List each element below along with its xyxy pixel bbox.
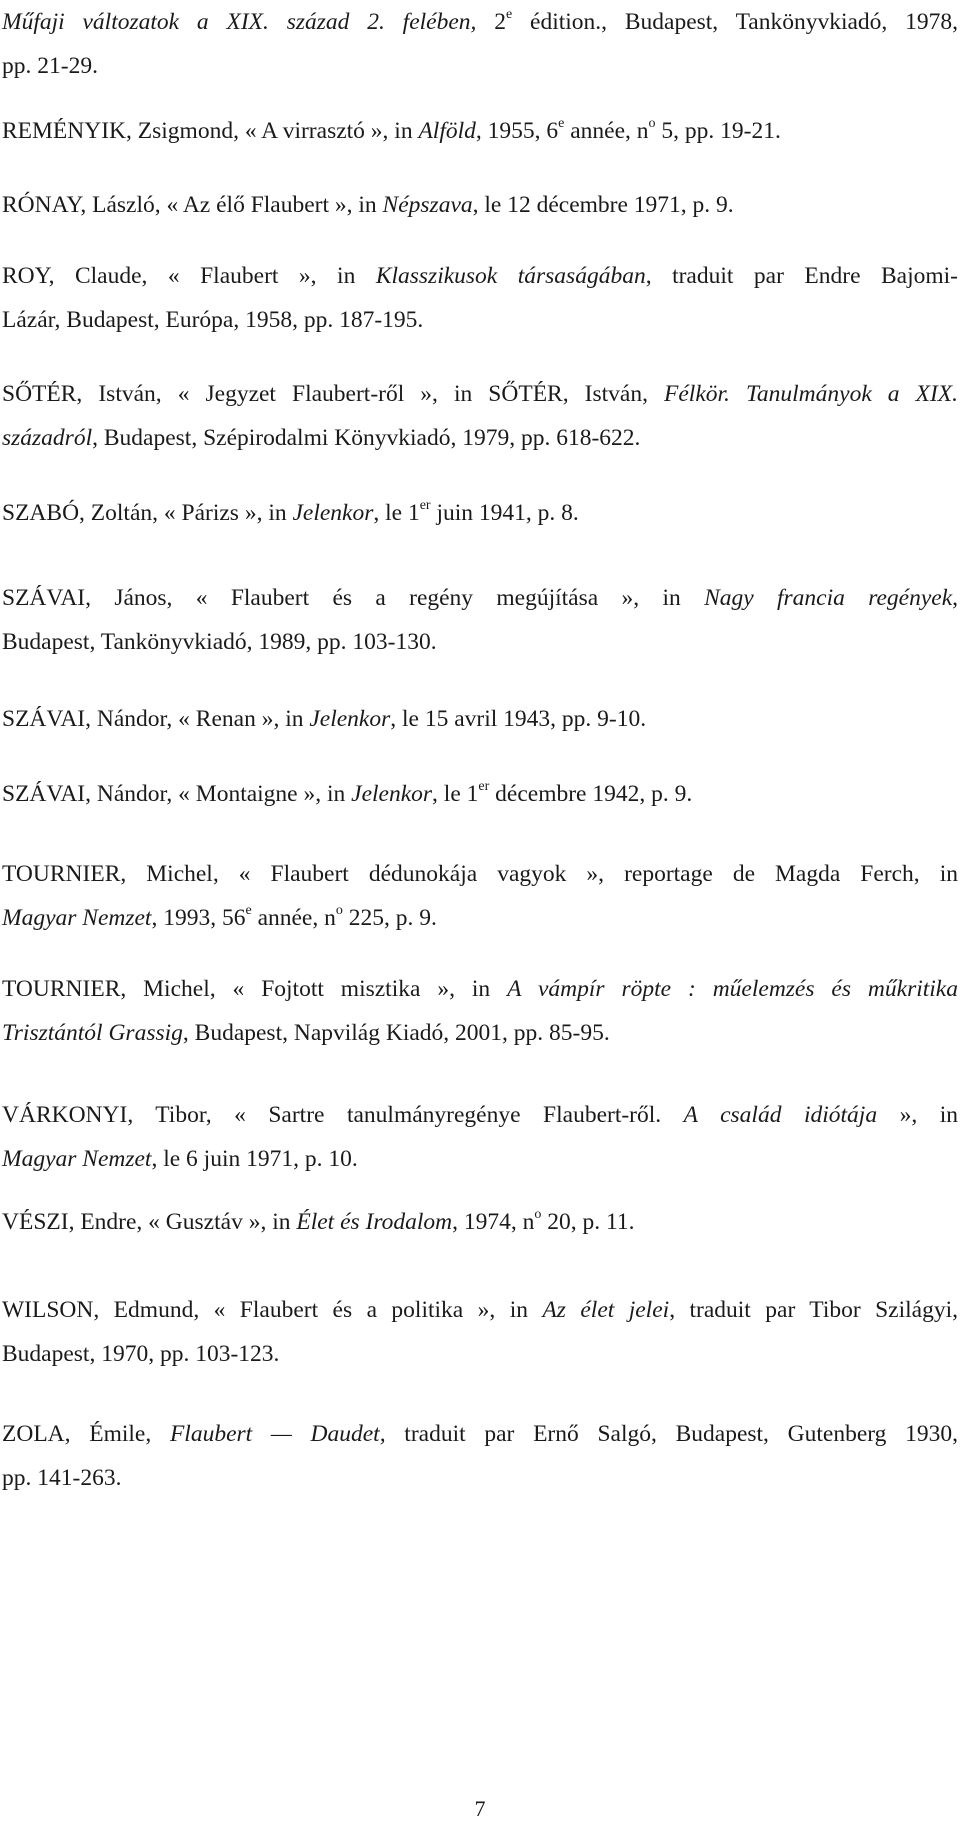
entry-line xyxy=(2,1288,958,1332)
entry-text: SZÁVAI, János, « Flaubert és a regény megújítása », in xyxy=(2,585,705,611)
entry-line xyxy=(2,1011,958,1055)
entry-text: ROY, Claude, « Flaubert », in xyxy=(2,263,376,289)
page-number: 7 xyxy=(474,1796,486,1821)
italic-title: Félkör. Tanulmányok a XIX. xyxy=(664,381,959,407)
entry-text: année, n xyxy=(251,905,336,931)
superscript: e xyxy=(505,7,513,23)
entry-text: TOURNIER, Michel, « Fojtott misztika », in xyxy=(2,976,508,1002)
bibliography-entry xyxy=(2,109,958,153)
entry-text: SZÁVAI, Nándor, « Montaigne », in xyxy=(2,781,352,807)
entry-text: ZOLA, Émile, xyxy=(2,1421,170,1447)
entry-line xyxy=(2,1093,958,1137)
superscript: o xyxy=(648,116,656,132)
entry-text: », in xyxy=(877,1102,959,1128)
entry-text: pp. 141-263. xyxy=(2,1465,122,1491)
entry-line xyxy=(2,620,958,664)
entry-line xyxy=(2,1137,958,1181)
italic-title: Klasszikusok társaságában xyxy=(375,263,646,289)
italic-title: századról xyxy=(2,425,93,451)
entry-text: , Budapest, Napvilág Kiadó, 2001, pp. 85-95. xyxy=(182,1020,610,1046)
entry-text: , le 6 juin 1971, p. 10. xyxy=(151,1146,358,1172)
entry-text: , Budapest, Szépirodalmi Könyvkiadó, 1979, pp. 618-622. xyxy=(92,425,641,451)
entry-text: 2 xyxy=(476,9,506,35)
entry-line xyxy=(2,576,958,620)
entry-text: , traduit par Tibor Szilágyi, xyxy=(669,1297,959,1323)
italic-title: Jelenkor xyxy=(309,706,391,732)
entry-line xyxy=(2,254,958,298)
italic-title: Nagy francia regények xyxy=(704,585,953,611)
italic-title: Jelenkor xyxy=(292,500,374,526)
bibliography-entry xyxy=(2,576,958,664)
italic-title: Alföld xyxy=(418,118,476,144)
entry-text: juin 1941, p. 8. xyxy=(430,500,579,526)
italic-title: Jelenkor xyxy=(351,781,433,807)
entry-line xyxy=(2,44,958,88)
bibliography-entry xyxy=(2,852,958,940)
superscript: er xyxy=(478,779,490,795)
entry-text: , xyxy=(952,585,958,611)
italic-title: Trisztántól Grassig xyxy=(2,1020,183,1046)
entry-text: 5, pp. 19-21. xyxy=(655,118,781,144)
entry-line xyxy=(2,772,958,816)
entry-text: , traduit par Endre Bajomi- xyxy=(645,263,959,289)
superscript: e xyxy=(558,116,565,132)
entry-text: , 1955, 6 xyxy=(475,118,559,144)
entry-line xyxy=(2,896,958,940)
entry-text: édition., Budapest, Tankönyvkiadó, 1978, xyxy=(512,9,959,35)
entry-line xyxy=(2,852,958,896)
entry-text: , le 1 xyxy=(432,781,479,807)
bibliography-entry xyxy=(2,967,958,1055)
entry-text: VÁRKONYI, Tibor, « Sartre tanulmányregénye Flaubert-ről. xyxy=(2,1102,684,1128)
bibliography-entry xyxy=(2,183,958,227)
entry-line xyxy=(2,1412,958,1456)
italic-title: Flaubert — Daudet, xyxy=(169,1421,386,1447)
entry-line xyxy=(2,416,958,460)
entry-text: année, n xyxy=(564,118,649,144)
entry-text: Budapest, 1970, pp. 103-123. xyxy=(2,1341,280,1367)
entry-line xyxy=(2,1332,958,1376)
entry-text: Lázár, Budapest, Európa, 1958, pp. 187-195. xyxy=(2,307,424,333)
bibliography-entry xyxy=(2,1093,958,1181)
entry-text: décembre 1942, p. 9. xyxy=(489,781,693,807)
italic-title: Magyar Nemzet xyxy=(2,905,152,931)
superscript: o xyxy=(534,1207,542,1223)
entry-line xyxy=(2,697,958,741)
bibliography-entry xyxy=(2,372,958,460)
entry-text: Budapest, Tankönyvkiadó, 1989, pp. 103-130. xyxy=(2,629,437,655)
bibliography-entry xyxy=(2,491,958,535)
italic-title: A család idiótája xyxy=(683,1102,878,1128)
entry-text: SZÁVAI, Nándor, « Renan », in xyxy=(2,706,310,732)
italic-title: Az élet jelei xyxy=(542,1297,670,1323)
entry-line xyxy=(2,298,958,342)
entry-text: TOURNIER, Michel, « Flaubert dédunokája vagyok », reportage de Magda Ferch, in xyxy=(2,861,958,887)
entry-text: WILSON, Edmund, « Flaubert és a politika », in xyxy=(2,1297,543,1323)
entry-line xyxy=(2,1456,958,1500)
entry-text: VÉSZI, Endre, « Gusztáv », in xyxy=(2,1209,297,1235)
entry-text: SZABÓ, Zoltán, « Párizs », in xyxy=(2,500,293,526)
bibliography-entry xyxy=(2,0,958,88)
bibliography-entry xyxy=(2,254,958,342)
entry-text: pp. 21-29. xyxy=(2,53,98,79)
entry-line xyxy=(2,109,958,153)
superscript: e xyxy=(245,903,252,919)
entry-text: SŐTÉR, István, « Jegyzet Flaubert-ről », in SŐTÉR, István, xyxy=(2,381,665,407)
entry-text: traduit par Ernő Salgó, Budapest, Gutenberg 1930, xyxy=(385,1421,958,1447)
bibliography-entry xyxy=(2,1288,958,1376)
entry-line xyxy=(2,1200,958,1244)
entry-text: 20, p. 11. xyxy=(541,1209,635,1235)
entry-line xyxy=(2,183,958,227)
entry-line xyxy=(2,491,958,535)
entry-text: , le 1 xyxy=(373,500,420,526)
italic-title: Magyar Nemzet xyxy=(2,1146,152,1172)
italic-title: Műfaji változatok a XIX. század 2. felében, xyxy=(2,9,477,35)
entry-text: 225, p. 9. xyxy=(342,905,437,931)
bibliography-entry xyxy=(2,1200,958,1244)
entry-line xyxy=(2,967,958,1011)
entry-text: , 1974, n xyxy=(452,1209,535,1235)
italic-title: Népszava xyxy=(382,192,473,218)
entry-line xyxy=(2,0,958,44)
bibliography-entry xyxy=(2,697,958,741)
bibliography-entry xyxy=(2,772,958,816)
entry-text: REMÉNYIK, Zsigmond, « A virrasztó », in xyxy=(2,118,419,144)
entry-text: RÓNAY, László, « Az élő Flaubert », in xyxy=(2,192,383,218)
superscript: er xyxy=(419,498,431,514)
italic-title: Élet és Irodalom xyxy=(296,1209,453,1235)
entry-line xyxy=(2,372,958,416)
bibliography-entry xyxy=(2,1412,958,1500)
italic-title: A vámpír röpte : műelemzés és műkritika xyxy=(507,976,958,1002)
entry-text: , 1993, 56 xyxy=(151,905,246,931)
entry-text: , le 12 décembre 1971, p. 9. xyxy=(472,192,734,218)
entry-text: , le 15 avril 1943, pp. 9-10. xyxy=(390,706,647,732)
superscript: o xyxy=(335,903,343,919)
